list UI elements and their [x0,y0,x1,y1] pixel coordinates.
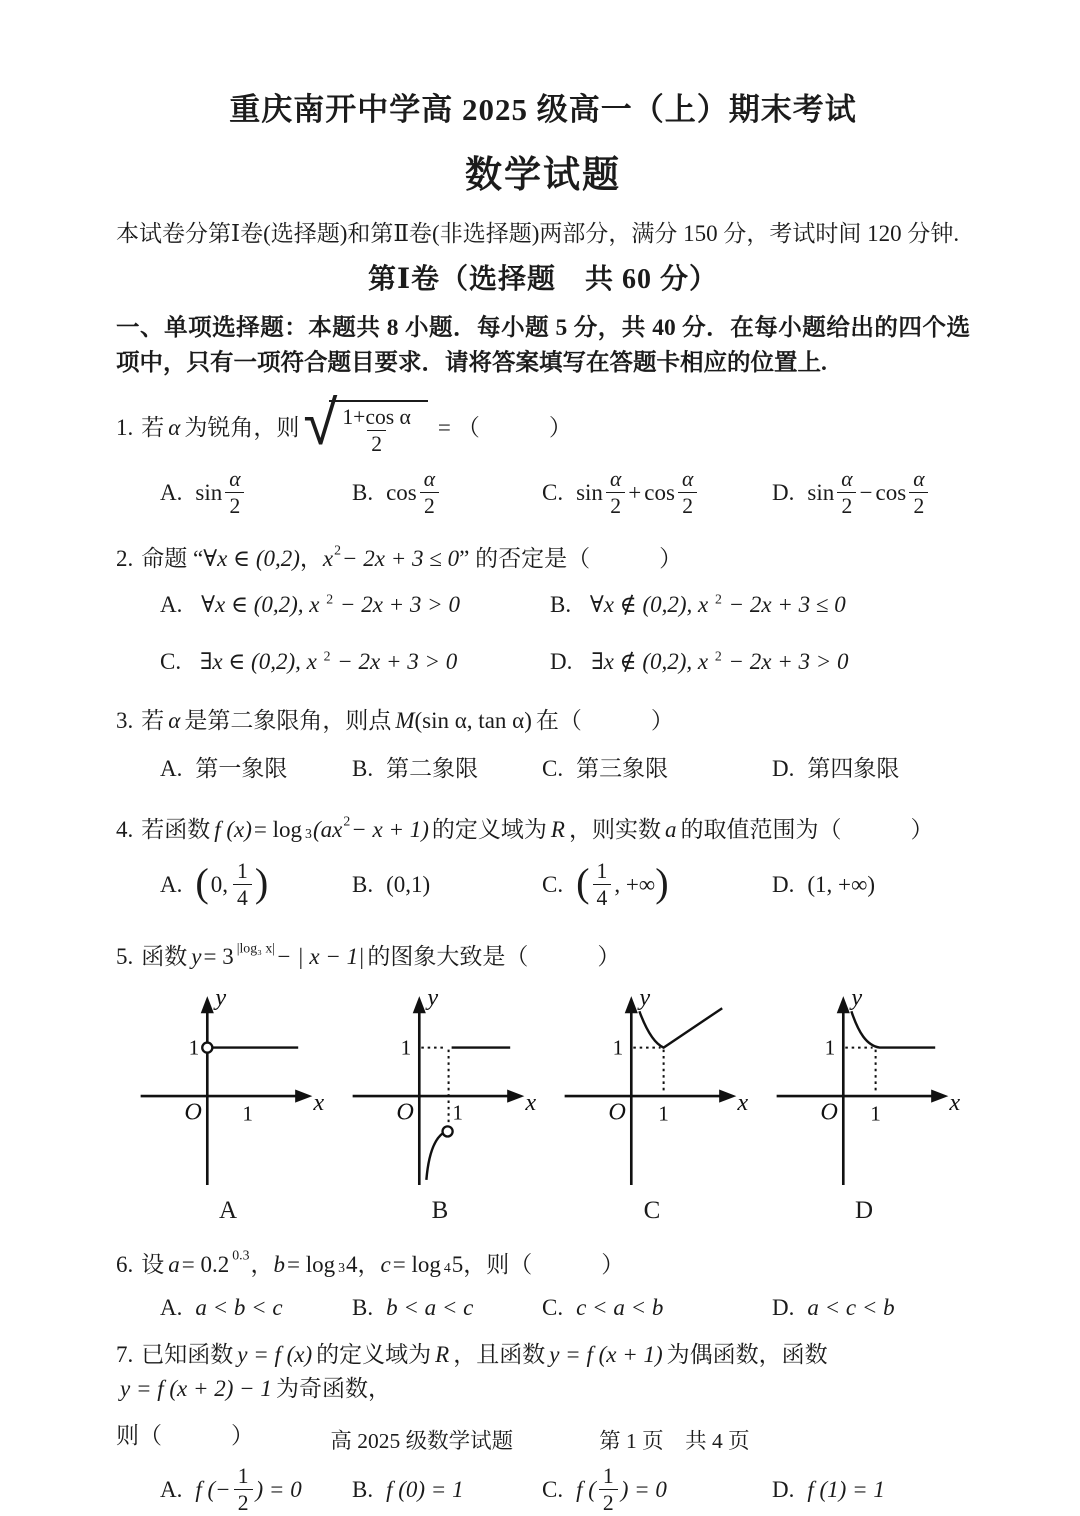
math-var: R [550,817,565,843]
option-d: D. ∃x ∉ (0,2), x 2 − 2x + 3 > 0 [550,648,849,675]
question-2 [116,542,970,678]
equals-sign: = [437,415,451,441]
fraction: $\frac{\alpha}{2}$ [225,467,244,518]
graph-option-a [122,987,334,1229]
graph-letter: B [431,1197,449,1225]
answer-blank: （ ） [818,817,934,843]
svg-text:1: 1 [658,1101,669,1126]
superscript: 0.3 [232,1247,250,1263]
question-1-options [160,467,970,518]
question-5 [116,940,970,1230]
math-run: (sin α, tan α) [414,708,532,734]
operator: − [859,480,873,506]
math-run: 4 [346,1251,358,1277]
math-var: a [168,1251,180,1277]
question-3 [116,704,970,785]
fraction: $\frac{1}{4}$ [593,859,612,910]
graph-a-plot [122,987,334,1189]
option-d: D. f (1) = 1 [772,1477,885,1503]
question-number: 1. [116,415,134,441]
question-number: 3. [116,708,134,734]
stem-text: ” 的否定是 [459,546,568,572]
math-run: − x + 1) [351,817,429,843]
subscript: 3 [338,1260,346,1276]
stem-text: 若 [141,708,165,734]
svg-text:1: 1 [824,1035,836,1060]
svg-text:1: 1 [612,1035,624,1060]
math-var: M [395,708,415,734]
question-number: 2. [116,546,134,572]
stem-text: 的取值范围为 [680,817,819,843]
answer-blank: （ ） [456,415,572,441]
svg-text:O: O [608,1098,626,1126]
stem-text: 为锐角，则 [184,415,300,441]
option-b: B. ∀x ∉ (0,2), x 2 − 2x + 3 ≤ 0 [550,591,846,617]
stem-text: 函数 [141,943,188,969]
graph-option-d [758,987,970,1229]
option-c: C. sin $\frac{\alpha}{2}$ + cos $\frac{\alpha}{2}$ [542,467,772,518]
option-d: D. 第四象限 [772,755,900,781]
subscript: 4 [443,1260,451,1276]
math-run: = log [392,1251,441,1277]
question-1-stem [116,386,970,460]
answer-blank: （ ） [567,546,683,572]
option-a: A. a < b < c [160,1294,283,1320]
section-instructions: 一、单项选择题：本题共 8 小题．每小题 5 分，共 40 分．在每小题给出的四个选项中，只有一项符合题目要求．请将答案填写在答题卡相应的位置上. [116,314,970,376]
math-var: y [191,943,202,969]
math-run: − 2x + 3 ≤ 0 [342,546,460,572]
svg-text:1: 1 [400,1035,412,1060]
question-6-options [160,1291,970,1324]
graph-letter: A [218,1197,238,1225]
stem-text: 若 [141,415,165,441]
math-var: R [435,1342,450,1368]
math-run: = 0.2 [181,1251,230,1277]
stem-text: 若函数 [141,817,211,843]
math-var: α [168,415,181,441]
fraction: $\frac{\alpha}{2}$ [678,467,697,518]
graph-b-plot [334,987,546,1189]
question-3-options [160,752,970,785]
question-5-stem [116,940,970,973]
stem-text: 为偶函数，函数 [666,1342,828,1368]
graph-option-b [334,987,546,1229]
question-6-stem: 6. 设 a = 0.2 0.3 ， b = log 3 4 ， c = log 4 5 ，则 （ ） [116,1248,970,1281]
math-var: c [380,1251,391,1277]
graph-letter: D [854,1197,874,1225]
option-a: A. f (− $\frac{1}{2}$ ) = 0 [160,1464,302,1516]
math-run: = 3 [203,943,234,969]
fraction: $\frac{1}{2}$ [234,1464,253,1515]
question-1 [116,386,970,519]
svg-text:y: y [851,987,863,1012]
answer-blank: （ ） [139,1422,254,1448]
svg-text:x: x [313,1089,325,1117]
svg-text:O: O [820,1098,838,1126]
question-number: 5. [116,943,134,969]
option-d: D. (1, +∞) [772,871,876,897]
subscript: 3 [305,825,312,841]
math-var: α [168,708,181,734]
math-run: = log [286,1251,336,1277]
option-b: B. f (0) = 1 [352,1477,464,1503]
math-run: f (x) [214,817,252,843]
option-c: C. c < a < b [542,1294,664,1320]
graph-letter: C [643,1197,661,1225]
option-b: B. (0,1) [352,871,431,897]
option-c: C. 第三象限 [542,755,669,781]
math-run: 5 [451,1251,464,1277]
question-4-stem [116,813,970,846]
option-b: B. cos $\frac{\alpha}{2}$ [352,467,542,518]
fraction: $\frac{\alpha}{2}$ [837,467,856,518]
svg-text:x: x [949,1089,961,1117]
page-subtitle: 数学试题 [465,154,621,196]
sqrt-sign: √ [303,386,338,460]
question-4 [116,813,970,910]
math-run: y = f (x + 1) [549,1342,663,1368]
svg-text:1: 1 [188,1035,200,1060]
option-b: B. 第二象限 [352,755,479,781]
question-3-stem [116,704,970,737]
stem-text: 的定义域为 [316,1342,432,1368]
svg-text:x: x [737,1089,749,1117]
math-run: x [322,546,334,572]
stem-text: 则 [116,1422,139,1448]
fraction: $\frac{\alpha}{2}$ [420,467,439,518]
fraction: $\frac{\alpha}{2}$ [606,467,625,518]
question-number: 7. [116,1342,134,1368]
option-c: C. f ( $\frac{1}{2}$ ) = 0 [542,1464,667,1516]
stem-text: 的定义域为 [431,817,547,843]
footer-page-number: 第 1 页 共 4 页 [599,1428,750,1453]
stem-text: 是第二象限角，则点 [184,708,392,734]
svg-text:1: 1 [870,1101,881,1126]
fraction: $\frac{\text{1+cos α}}{2}$ [342,404,411,457]
svg-text:O: O [396,1098,414,1126]
math-run: = log [253,817,303,843]
option-c: C. ∃x ∈ (0,2), x 2 − 2x + 3 > 0 [160,648,458,675]
stem-text: 在 [535,708,559,734]
stem-text: 的图象大致是 [367,943,506,969]
stem-text: 设 [141,1251,165,1277]
question-2-stem: 2. 命题 “ ∀x ∈ (0,2) ， x 2 − 2x + 3 ≤ 0 ” 的否定是 （ ） [116,542,970,575]
option-a: A. ∀x ∈ (0,2), x 2 − 2x + 3 > 0 [160,591,460,617]
exam-intro: 本试卷分第Ⅰ卷(选择题)和第Ⅱ卷(非选择题)两部分，满分 150 分，考试时间 120 分钟. [116,220,960,246]
page-footer [0,1426,1080,1457]
math-var: b [273,1251,285,1277]
question-4-options [160,859,970,910]
question-7-options [160,1464,970,1515]
answer-blank: （ ） [558,708,674,734]
stem-text: ，则 [463,1251,510,1277]
stem-text: 命题 “ [141,546,204,572]
superscript: 2 [343,813,351,829]
graph-d-plot [758,987,970,1189]
svg-text:y: y [639,987,651,1012]
question-6 [116,1248,970,1325]
svg-text:y: y [215,987,227,1012]
superscript: |log₃ x| [236,940,276,956]
fraction: $\frac{1}{4}$ [233,859,252,910]
stem-text: ，且函数 [453,1342,546,1368]
answer-blank: （ ） [509,1251,625,1277]
svg-text:1: 1 [452,1100,463,1125]
math-run: y = f (x + 2) − 1 [120,1375,272,1401]
svg-text:x: x [525,1089,537,1117]
footer-doc-name: 高 2025 级数学试题 [330,1428,514,1453]
question-7-stem [116,1338,970,1405]
question-5-graphs [116,987,970,1229]
option-d: D. a < c < b [772,1294,895,1320]
answer-blank: （ ） [505,943,621,969]
option-b: B. b < a < c [352,1294,474,1320]
stem-text: 为奇函数， [275,1375,391,1401]
math-var: a [664,817,677,843]
option-c: C. ( $\frac{1}{4}$ , +∞ ) [542,858,669,910]
math-run: (ax [312,817,343,843]
operator: + [628,480,642,506]
page-title: 重庆南开中学高 2025 级高一（上）期末考试 [229,92,857,127]
section-title: 第Ⅰ卷（选择题 共 60 分） [367,263,719,295]
sqrt-expression [303,386,428,460]
option-d: D. sin $\frac{\alpha}{2}$ − cos $\frac{\alpha}{2}$ [772,467,932,518]
svg-text:O: O [184,1098,202,1126]
question-number: 6. [116,1251,134,1277]
fraction: $\frac{\alpha}{2}$ [909,467,928,518]
stem-text: 已知函数 [141,1342,234,1368]
math-run: − | x − 1| [276,943,365,969]
math-run: ∀x ∈ (0,2) [203,546,300,572]
option-a: A. ( 0, $\frac{1}{4}$ ) [160,858,269,910]
option-a: A. 第一象限 [160,755,288,781]
sqrt-radicand [329,400,428,456]
question-2-options [160,588,970,679]
graph-option-c [546,987,758,1229]
svg-text:1: 1 [242,1101,253,1126]
question-number: 4. [116,817,134,843]
fraction: $\frac{1}{2}$ [599,1464,618,1515]
stem-text: ，则实数 [568,817,661,843]
svg-text:y: y [427,987,439,1012]
superscript: 2 [334,542,342,558]
option-a: A. sin $\frac{\alpha}{2}$ [160,467,352,518]
graph-c-plot [546,987,758,1189]
math-run: y = f (x) [237,1342,313,1368]
